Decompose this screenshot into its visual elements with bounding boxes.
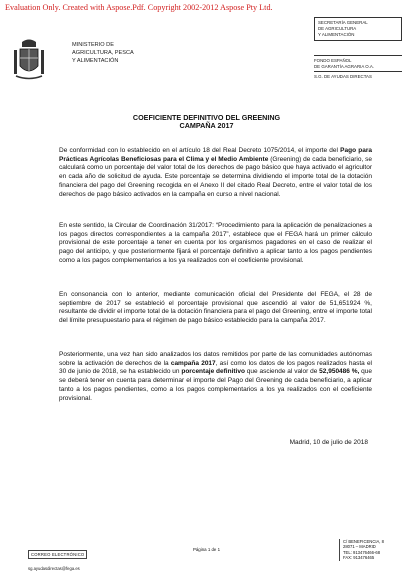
secretaria-line: DE AGRICULTURA	[318, 26, 357, 31]
p4-text: que se deberá tener en cuenta para determinar el importe del Pago del Greening de cada beneficiario, a aplicar tanto a los pagos pendientes, como a los pagos complementarios a los ya realizados con el coeficiente provisional.	[59, 368, 372, 402]
address-line: 28071 – MADRID	[343, 544, 376, 550]
correo-label: CORREO ELECTRÓNICO	[28, 550, 87, 559]
fega-subdirection: S.G. DE AYUDAS DIRECTAS	[314, 71, 402, 80]
p4-text: que asciende al valor de	[244, 368, 320, 376]
ministry-line: Y ALIMENTACIÓN	[72, 58, 119, 64]
fega-line: DE GARANTÍA AGRARIA O.A.	[314, 64, 375, 69]
p1-text: (Greening) de cada beneficiario, se calculará como un porcentaje del valor total de los derechos de pago básico que haya activado el agricultor en cada año de solicitud de ayuda. Este porcentaje se determina dividiendo el importe total de la dotación financiera del pago del Greening recogida en el Anexo II del citado Real Decreto, entre el valor total de los derechos de pago básico activados en la campaña en curso a nivel nacional.	[59, 155, 372, 198]
spanish-coat-of-arms	[12, 38, 46, 82]
ministry-line: AGRICULTURA, PESCA	[72, 50, 134, 56]
p4-text: , así como los datos de los pagos realizados hasta el 30 de junio de 2018, se ha establecido un	[59, 359, 373, 376]
document-subtitle: CAMPAÑA 2017	[179, 121, 234, 130]
paragraph-1	[59, 147, 372, 199]
page-number: Página 1 de 1	[192, 547, 221, 552]
document-title: COEFICIENTE DEFINITIVO DEL GREENING	[132, 113, 281, 122]
secretaria-box	[314, 17, 402, 41]
p1-text: De conformidad con lo establecido en el artículo 18 del Real Decreto 1075/2014, el importe del	[59, 147, 341, 154]
p4-bold: 52,950486 %,	[319, 368, 360, 376]
evaluation-watermark: Evaluation Only. Created with Aspose.Pdf. Copyright 2002-2012 Aspose Pty Ltd.	[5, 3, 273, 12]
paragraph-4	[59, 351, 372, 403]
email-link[interactable]: sg.ayudasdirectas@fega.es	[28, 566, 80, 571]
p1-bold: Pago para Prácticas Agrícolas Beneficiosas para el Clima y el Medio Ambiente	[59, 147, 372, 163]
footer-address	[339, 539, 384, 561]
paragraph-3: En consonancia con lo anterior, mediante comunicación oficial del Presidente del FEGA, el 28 de septiembre de 2017 se estableció el porcentaje provisional que ascendió al valor de 51,651924 %, resultante de dividir el importe total de la dotación financiera para el pago del Greening, entre el importe total del límite presupuestario para el régimen de pago básico establecido para la campaña 2017.	[59, 291, 372, 325]
p4-bold: campaña 2017	[170, 359, 216, 367]
p4-text: Posteriormente, una vez han sido analizados los datos remitidos por parte de las comunidades autónomas sobre la activación de derechos de la	[59, 351, 372, 367]
telephone: TEL: 913476466-68	[343, 549, 381, 555]
fax: FAX: 913476465	[343, 555, 375, 561]
header-department-boxes	[314, 17, 402, 80]
fega-box	[314, 55, 402, 80]
p4-bold: porcentaje definitivo	[181, 368, 245, 376]
ministry-line: MINISTERIO DE	[72, 42, 114, 48]
document-date: Madrid, 10 de julio de 2018	[289, 439, 368, 446]
ministry-name	[72, 41, 134, 65]
address-line: C/ BENEFICENCIA, 8	[343, 539, 384, 544]
paragraph-2: En este sentido, la Circular de Coordinación 31/2017: “Procedimiento para la aplicación de penalizaciones a los pagos directos correspondientes a la campaña 2017”, establece que el FEGA hará un primer cálculo provisional de este porcentaje a tener en cuenta por los organismos pagadores en el caso de realizar el pago del anticipo, y que posteriormente fijará el porcentaje definitivo a aplicar tanto a los pagos pendientes como a los pagos complementarios a los ya realizados con el coeficiente provisional.	[59, 222, 372, 264]
secretaria-line: SECRETARÍA GENERAL	[318, 20, 368, 25]
secretaria-line: Y ALIMENTACIÓN	[318, 32, 355, 37]
fega-line: FONDO ESPAÑOL	[314, 58, 352, 63]
